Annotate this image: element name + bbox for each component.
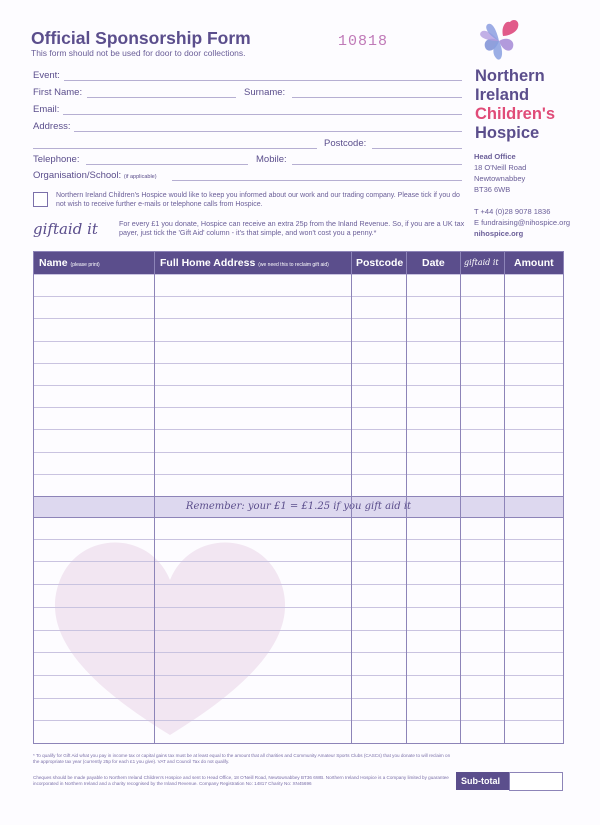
table-row[interactable] — [34, 296, 563, 297]
office-website[interactable]: nihospice.org — [474, 229, 524, 238]
table-row[interactable] — [34, 675, 563, 676]
table-row[interactable] — [34, 474, 563, 475]
serial-number: 10818 — [338, 33, 389, 50]
org-name-line4: Hospice — [475, 124, 540, 142]
table-row[interactable] — [34, 652, 563, 653]
org-name-line1: Northern — [475, 67, 545, 85]
subtotal-field[interactable] — [509, 772, 563, 791]
col-giftaid-header: giftaid it — [464, 258, 499, 267]
table-row[interactable] — [34, 341, 563, 342]
column-divider — [460, 252, 461, 743]
email-label: Email: — [33, 104, 60, 115]
surname-field[interactable] — [292, 97, 462, 98]
column-divider — [504, 252, 505, 743]
postcode-label: Postcode: — [324, 138, 367, 149]
column-divider — [351, 252, 352, 743]
telephone-field[interactable] — [86, 164, 248, 165]
col-postcode-header: Postcode — [356, 257, 404, 269]
giftaid-logo: giftaid it — [33, 220, 98, 238]
office-heading: Head Office — [474, 152, 516, 161]
org-name-line2: Ireland — [475, 86, 530, 104]
table-row[interactable] — [34, 584, 563, 585]
office-phone: T +44 (0)28 9078 1836 — [474, 207, 551, 216]
office-address-line2: Newtownabbey — [474, 174, 526, 183]
first-name-field[interactable] — [87, 97, 236, 98]
table-row[interactable] — [34, 720, 563, 721]
table-header — [34, 252, 563, 274]
table-row[interactable] — [34, 452, 563, 453]
mobile-label: Mobile: — [256, 154, 287, 165]
cheque-footnote: Cheques should be made payable to Northern Ireland Children's Hospice and sent to Head Office, 18 O'Neill Road, Newtownabbey BT36 6WB. Northern Ireland Hospice is a Company limited by guarantee incorporated in Northern Ireland and a charity recognised by the Inland Revenue. Company Registration No: 14817 Charity No: XN45696 — [33, 775, 449, 786]
giftaid-reminder-banner — [34, 496, 563, 518]
address-label: Address: — [33, 121, 71, 132]
mobile-field[interactable] — [292, 164, 462, 165]
sponsor-table — [33, 251, 564, 744]
subtotal-label: Sub-total — [456, 772, 511, 790]
office-address-line1: 18 O'Neill Road — [474, 163, 527, 172]
col-amount-header: Amount — [514, 257, 554, 269]
organisation-field[interactable] — [172, 180, 462, 181]
table-row[interactable] — [34, 630, 563, 631]
office-address-line3: BT36 6WB — [474, 185, 511, 194]
table-row[interactable] — [34, 429, 563, 430]
form-subtitle: This form should not be used for door to door collections. — [31, 48, 246, 58]
column-divider — [154, 252, 155, 743]
col-name-header: Name (please print) — [39, 257, 100, 269]
organisation-note: (if applicable) — [123, 174, 157, 180]
organisation-label: Organisation/School: (if applicable) — [33, 170, 157, 181]
table-row[interactable] — [34, 607, 563, 608]
event-field[interactable] — [64, 80, 462, 81]
table-row[interactable] — [34, 561, 563, 562]
table-row[interactable] — [34, 363, 563, 364]
form-title: Official Sponsorship Form — [31, 28, 251, 48]
hospice-logo-icon — [473, 14, 525, 64]
event-label: Event: — [33, 70, 60, 81]
table-row[interactable] — [34, 318, 563, 319]
telephone-label: Telephone: — [33, 154, 80, 165]
col-date-header: Date — [422, 257, 445, 269]
privacy-opt-out-checkbox[interactable] — [33, 192, 48, 207]
column-divider — [406, 252, 407, 743]
table-row[interactable] — [34, 698, 563, 699]
table-row[interactable] — [34, 539, 563, 540]
table-row[interactable] — [34, 385, 563, 386]
first-name-label: First Name: — [33, 87, 83, 98]
col-address-header: Full Home Address (we need this to reclaim gift aid) — [160, 257, 329, 269]
giftaid-reminder-text: Remember: your £1 = £1.25 if you gift aid it — [185, 501, 412, 512]
address-field-line2[interactable] — [33, 148, 317, 149]
table-row[interactable] — [34, 274, 563, 275]
address-field-line1[interactable] — [74, 131, 462, 132]
table-row[interactable] — [34, 407, 563, 408]
postcode-field[interactable] — [372, 148, 462, 149]
email-field[interactable] — [63, 114, 462, 115]
privacy-text: Northern Ireland Children's Hospice would like to keep you informed about our work and our trading company. Please tick if you do not wish to receive further e-mails or telephone calls from Hospice. — [56, 192, 460, 208]
giftaid-footnote: * To qualify for Gift Aid what you pay in income tax or capital gains tax must be at least equal to the amount that all charities and Community Amateur Sports Clubs (CASCs) that you donate to will reclaim on the appropriate tax year (currently 25p for each £1 you give). VAT and Council Tax do not qualify. — [33, 753, 451, 764]
office-email[interactable]: E fundraising@nihospice.org — [474, 218, 571, 227]
surname-label: Surname: — [244, 87, 286, 98]
giftaid-text: For every £1 you donate, Hospice can receive an extra 25p from the Inland Revenue. So, if you are a UK tax payer, just tick the 'Gift Aid' column - it's that simple, and won't cost you a penny.* — [119, 219, 465, 237]
org-name-line3: Children's — [475, 105, 556, 123]
